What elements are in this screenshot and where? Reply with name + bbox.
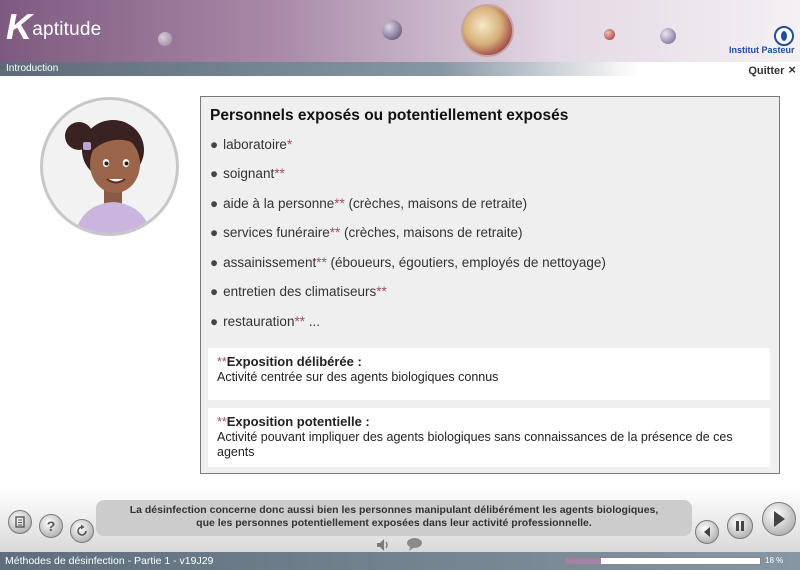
- box-body: Activité centrée sur des agents biologiques connus: [217, 370, 499, 384]
- list-item: [210, 225, 523, 240]
- next-button[interactable]: [762, 502, 796, 536]
- item-text: assainissement: [223, 255, 317, 270]
- kaptitude-logo: [6, 6, 101, 48]
- item-text: soignant: [223, 166, 275, 181]
- subtitle-caption: [96, 500, 692, 536]
- box-title: Exposition délibérée :: [226, 354, 362, 369]
- caption-line: La désinfection concerne donc aussi bien les personnes manipulant délibérément les agents biologiques,: [129, 504, 659, 516]
- previous-button[interactable]: [695, 520, 719, 544]
- decorative-bubble: [382, 20, 402, 40]
- bullet-icon: ●: [210, 196, 219, 211]
- progress-fill: [566, 558, 601, 564]
- course-title: Méthodes de désinfection - Partie 1 - v19J29: [5, 555, 214, 567]
- logo-text: aptitude: [32, 19, 102, 40]
- next-icon: [772, 511, 786, 527]
- item-mark: **: [334, 196, 345, 211]
- help-icon: ?: [46, 518, 56, 534]
- box-mark: **: [217, 415, 227, 429]
- partner-name: Institut Pasteur: [729, 45, 795, 55]
- app-header: [0, 0, 800, 62]
- item-mark: **: [329, 225, 341, 240]
- previous-icon: [702, 527, 712, 537]
- status-bar: [0, 552, 800, 570]
- list-item: [210, 137, 292, 152]
- definition-box: [208, 408, 770, 467]
- pasteur-logo-icon: [774, 26, 794, 46]
- item-note: ...: [304, 314, 320, 329]
- list-item: [210, 255, 606, 270]
- help-button[interactable]: [39, 514, 63, 538]
- box-mark: **: [217, 355, 227, 369]
- microbe-illustration: [461, 4, 514, 57]
- item-text: laboratoire: [223, 137, 287, 152]
- decorative-bubble: [158, 32, 172, 46]
- bullet-icon: ●: [210, 255, 219, 270]
- box-body: Activité pouvant impliquer des agents biologiques sans connaissances de la présence de ces agents: [217, 430, 733, 459]
- replay-icon: [75, 524, 89, 538]
- title-bar: [0, 62, 800, 76]
- item-mark: *: [286, 137, 293, 152]
- item-text: services funéraire: [223, 225, 330, 240]
- pause-button[interactable]: [727, 513, 753, 539]
- replay-button[interactable]: [70, 519, 94, 543]
- list-item: [210, 314, 320, 329]
- quit-button[interactable]: [748, 62, 796, 77]
- item-text: restauration: [223, 314, 295, 329]
- panel-title: Personnels exposés ou potentiellement exposés: [210, 107, 569, 124]
- close-icon: ×: [788, 62, 796, 77]
- list-item: [210, 166, 285, 181]
- list-item: [210, 284, 387, 299]
- box-title: Exposition potentielle :: [226, 414, 370, 429]
- progress-label: 18 %: [765, 556, 784, 565]
- item-note: (éboueurs, égoutiers, employés de nettoyage): [326, 255, 606, 270]
- avatar: [40, 97, 179, 236]
- bullet-icon: ●: [210, 314, 219, 329]
- list-item: [210, 196, 527, 211]
- item-text: aide à la personne: [223, 196, 335, 211]
- pause-icon: [734, 520, 746, 532]
- item-mark: **: [316, 255, 327, 270]
- notes-button[interactable]: [8, 510, 32, 534]
- bullet-icon: ●: [210, 284, 219, 299]
- logo-initial: K: [6, 6, 33, 47]
- item-mark: **: [376, 284, 387, 299]
- bullet-icon: ●: [210, 137, 219, 152]
- definition-box: [208, 348, 770, 400]
- decorative-bubble: [660, 28, 676, 44]
- quit-label: Quitter: [748, 65, 785, 77]
- bullet-icon: ●: [210, 166, 219, 181]
- item-mark: **: [274, 166, 285, 181]
- item-mark: **: [294, 314, 305, 329]
- decorative-bubble: [604, 29, 615, 40]
- notes-icon: [14, 516, 26, 528]
- character-illustration: [43, 100, 176, 233]
- bullet-icon: ●: [210, 225, 219, 240]
- item-note: (crèches, maisons de retraite): [344, 196, 528, 211]
- progress-bar: [565, 557, 761, 565]
- content-panel: [200, 96, 780, 474]
- item-text: entretien des climatiseurs: [223, 284, 377, 299]
- caption-line: que les personnes potentiellement exposées dans leur activité professionnelle.: [196, 517, 592, 529]
- item-note: (crèches, maisons de retraite): [340, 225, 523, 240]
- section-title: Introduction: [6, 63, 59, 74]
